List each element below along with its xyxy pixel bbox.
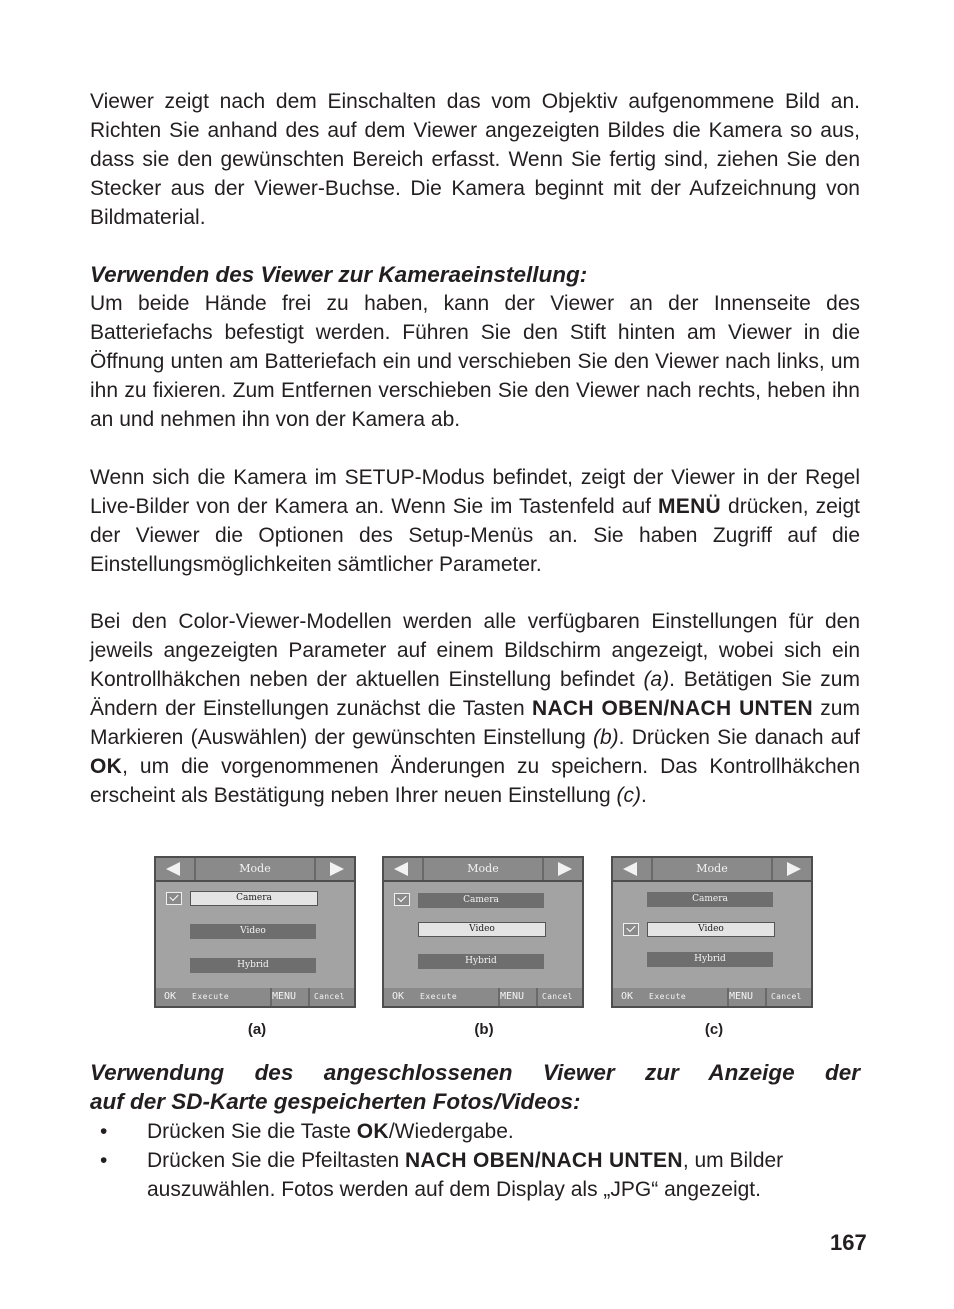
ok-label: OK [392, 991, 405, 1002]
checkmark-icon [166, 892, 182, 905]
menu-label: MENU [729, 991, 754, 1002]
screen-title: Mode [239, 862, 271, 875]
caption-a: (a) [247, 1021, 267, 1038]
arrow-right-icon [330, 862, 344, 876]
paragraph-color-viewer: Bei den Color-Viewer-Modellen werden alle verfügbaren Einstellungen für den jeweils angezeigten Parameter auf einem Bildschirm angezeigt, wobei sich ein Kontrollhäkchen neben der aktuellen Einstellung befindet (a). Betätigen Sie zum Ändern der Einstellungen zunächst die Tasten NACH OBEN/NACH UNTEN zum Markieren (Auswählen) der gewünschten Einstellung (b). Drücken Sie danach auf OK, um die vorgenommenen Änderungen zu speichern. Das Kontrollhäkchen erscheint als Bestätigung neben Ihrer neuen Einstellung (c). [90, 610, 860, 807]
option-video: Video [418, 922, 546, 937]
heading-line-2: auf der SD-Karte gespeicherten Fotos/Videos: [90, 1089, 581, 1114]
execute-label: Execute [649, 992, 687, 1001]
screen-header [156, 858, 354, 880]
section-heading-camera-setup: Verwenden des Viewer zur Kameraeinstellung: [90, 262, 588, 287]
page-number: 167 [830, 1230, 867, 1255]
checkmark-icon [394, 893, 410, 906]
checkmark-icon [623, 923, 639, 936]
option-camera: Camera [647, 892, 773, 907]
screen-title: Mode [696, 862, 728, 875]
execute-label: Execute [420, 992, 458, 1001]
option-camera: Camera [190, 891, 318, 906]
screen-options [384, 882, 582, 988]
arrow-right-icon [787, 862, 801, 876]
screen-footer [156, 988, 354, 1006]
arrow-right-icon [558, 862, 572, 876]
screen-header [613, 858, 811, 880]
screen-footer [384, 988, 582, 1006]
viewer-screen-c [611, 856, 813, 1008]
screen-title: Mode [467, 862, 499, 875]
cancel-label: Cancel [542, 992, 573, 1001]
screen-options [613, 882, 811, 988]
bullet-list [90, 1117, 860, 1204]
option-camera: Camera [418, 893, 544, 908]
paragraph-setup-mode: Wenn sich die Kamera im SETUP-Modus befindet, zeigt der Viewer in der Regel Live-Bilder von der Kamera an. Wenn Sie im Tastenfeld auf MENÜ drücken, zeigt der Viewer die Optionen des Setup-Menüs an. Sie haben Zugriff auf die Einstellungsmöglichkeiten sämtlicher Parameter. [90, 466, 860, 576]
menu-label: MENU [500, 991, 525, 1002]
screen-footer [613, 988, 811, 1006]
option-hybrid: Hybrid [190, 958, 316, 973]
ok-label: OK [164, 991, 177, 1002]
heading-line-1: Verwendung des angeschlossenen Viewer zur Anzeige der [90, 1060, 860, 1085]
caption-b: (b) [474, 1021, 494, 1038]
caption-c: (c) [704, 1021, 724, 1038]
ok-label: OK [621, 991, 634, 1002]
bullet-icon: • [100, 1149, 108, 1172]
option-hybrid: Hybrid [418, 954, 544, 969]
viewer-screen-a [154, 856, 356, 1008]
cancel-label: Cancel [314, 992, 345, 1001]
execute-label: Execute [192, 992, 230, 1001]
section-heading-sd-card [90, 1058, 860, 1116]
list-item: • Drücken Sie die Pfeiltasten NACH OBEN/NACH UNTEN, um Bilder auszuwählen. Fotos werden auf dem Display als „JPG“ angezeigt. [90, 1146, 860, 1204]
bullet-icon: • [100, 1120, 108, 1143]
menu-label: MENU [272, 991, 297, 1002]
cancel-label: Cancel [771, 992, 802, 1001]
screen-header [384, 858, 582, 880]
paragraph-mounting: Um beide Hände frei zu haben, kann der Viewer an der Innenseite des Batteriefachs befestigt werden. Führen Sie den Stift hinten am Viewer in die Öffnung unten am Batteriefach ein und verschieben Sie den Viewer nach links, um ihn zu fixieren. Zum Entfernen verschieben Sie den Viewer nach rechts, heben ihn an und nehmen ihn von der Kamera ab. [90, 292, 860, 431]
list-item: • Drücken Sie die Taste OK/Wiedergabe. [90, 1117, 860, 1146]
screen-options [156, 882, 354, 988]
paragraph-intro: Viewer zeigt nach dem Einschalten das vom Objektiv aufgenommene Bild an. Richten Sie anhand des auf dem Viewer angezeigten Bildes die Kamera so aus, dass sie den gewünschten Bereich erfasst. Wenn Sie fertig sind, ziehen Sie den Stecker aus der Viewer-Buchse. Die Kamera beginnt mit der Aufzeichnung von Bildmaterial. [90, 90, 860, 229]
option-video: Video [647, 922, 775, 937]
option-hybrid: Hybrid [647, 952, 773, 967]
option-video: Video [190, 924, 316, 939]
viewer-screen-b [382, 856, 584, 1008]
